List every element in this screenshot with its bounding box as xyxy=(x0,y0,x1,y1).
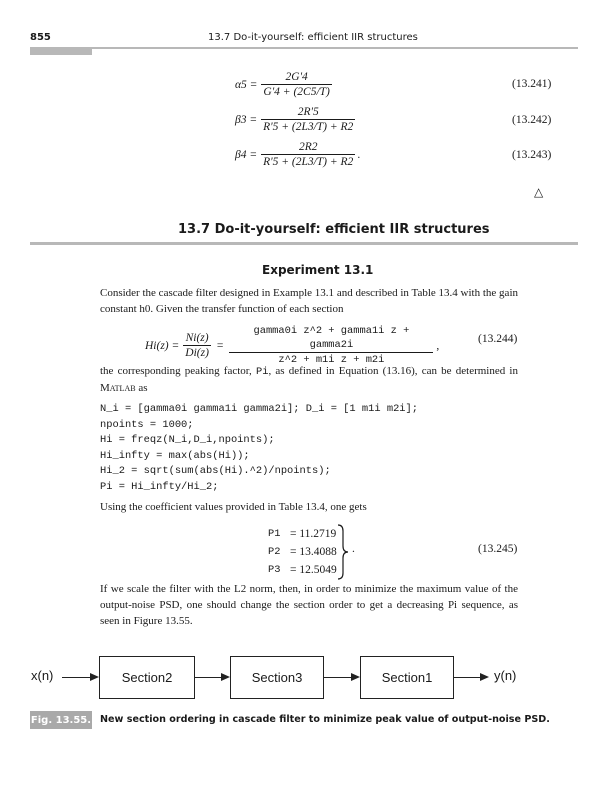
eq-fraction xyxy=(261,70,331,99)
peaking-paragraph xyxy=(100,363,518,396)
signal-line xyxy=(62,677,90,678)
arrow-head xyxy=(351,673,360,681)
running-head: 13.7 Do-it-yourself: efficient IIR structures xyxy=(208,32,418,43)
eq-trail: . xyxy=(357,148,361,161)
output-signal-label: y(n) xyxy=(494,668,517,683)
p-label: P3 xyxy=(268,564,281,576)
code-line: npoints = 1000; xyxy=(100,418,194,431)
p-value: = 11.2719 xyxy=(290,528,337,540)
block-section1: Section1 xyxy=(360,656,454,699)
signal-line xyxy=(195,677,221,678)
eq-lhs: α5 = xyxy=(235,78,258,91)
matlab-code-block xyxy=(100,402,418,495)
signal-line xyxy=(454,677,480,678)
p-label: P2 xyxy=(268,546,281,558)
equation-number: (13.243) xyxy=(512,149,552,161)
equation-number: (13.242) xyxy=(512,114,552,126)
header-tab xyxy=(30,49,92,55)
matlab-name: Matlab xyxy=(100,382,136,394)
eq-lhs: β4 = xyxy=(235,148,258,161)
section-rule xyxy=(30,242,578,245)
eq-lhs: Hi(z) = xyxy=(145,339,180,352)
figure-caption: New section ordering in cascade filter to minimize peak value of output-noise PSD. xyxy=(100,714,550,725)
p-value: = 12.5049 xyxy=(290,564,337,576)
page-number: 855 xyxy=(30,32,51,43)
eq-numerator: 2R2 xyxy=(298,141,318,153)
coefficients-paragraph: Using the coefficient values provided in Table 13.4, one gets xyxy=(100,501,367,513)
code-line: Hi_2 = sqrt(sum(abs(Hi).^2)/npoints); xyxy=(100,465,331,477)
peaking-text-c: as xyxy=(138,382,148,394)
eq-fraction-gamma xyxy=(229,324,433,367)
p-values-brace xyxy=(336,524,350,580)
arrow-head xyxy=(480,673,489,681)
block-section2: Section2 xyxy=(99,656,195,699)
eq-numerator: gamma0i z^2 + gamma1i z + gamma2i xyxy=(253,325,410,351)
code-line: Hi_infty = max(abs(Hi)); xyxy=(100,449,250,462)
code-line: N_i = [gamma0i gamma1i gamma2i]; D_i = [1 m1i m2i]; xyxy=(100,403,419,415)
peaking-text-a: the corresponding peaking factor, xyxy=(100,365,252,377)
equation-alpha5 xyxy=(235,70,332,99)
end-of-example-mark: △ xyxy=(534,185,544,199)
eq-fraction xyxy=(261,105,355,134)
eq-denominator: z^2 + m1i z + m2i xyxy=(229,352,433,367)
eq-denominator: R'5 + (2L3/T) + R2 xyxy=(263,121,354,133)
scaling-paragraph: If we scale the filter with the L2 norm, then, in order to minimize the maximum value of the output-noise PSD, one should change the section order to get a decreasing Pi sequence, as seen in Figure 13.55. xyxy=(100,583,518,627)
header-rule xyxy=(30,47,578,49)
equation-beta3 xyxy=(235,105,355,134)
signal-line xyxy=(324,677,351,678)
peaking-code-pi: Pi xyxy=(255,366,269,378)
eq-denominator: Di(z) xyxy=(185,347,209,359)
eq-fraction xyxy=(261,140,355,169)
p-value: = 13.4088 xyxy=(290,546,337,558)
input-signal-label: x(n) xyxy=(31,668,54,683)
experiment-title: Experiment 13.1 xyxy=(262,263,374,277)
equation-beta4 xyxy=(235,140,360,169)
peaking-text-b: , as defined in Equation (13.16), can be determined in xyxy=(268,365,518,377)
p-label: P1 xyxy=(268,528,281,540)
eq-denominator: R'5 + (2L3/T) + R2 xyxy=(263,156,354,168)
equation-number: (13.244) xyxy=(478,333,518,345)
eq-numerator: Ni(z) xyxy=(185,332,209,344)
equation-number: (13.245) xyxy=(478,543,518,555)
intro-paragraph: Consider the cascade filter designed in Example 13.1 and described in Table 13.4 with the gain constant h0. Given the transfer function of each section xyxy=(100,287,518,315)
arrow-head xyxy=(90,673,99,681)
code-line: Hi = freqz(N_i,D_i,npoints); xyxy=(100,434,275,446)
eq-numerator: 2G'4 xyxy=(285,71,308,83)
block-section3: Section3 xyxy=(230,656,324,699)
section-heading: 13.7 Do-it-yourself: efficient IIR structures xyxy=(178,222,490,237)
eq-trail: , xyxy=(436,339,440,352)
equation-number: (13.241) xyxy=(512,78,552,90)
eq-numerator: 2R'5 xyxy=(297,106,319,118)
eq-fraction-ni-di xyxy=(183,331,211,360)
eq-equals: = xyxy=(216,339,224,352)
figure-label: Fig. 13.55. xyxy=(30,711,92,729)
code-line: Pi = Hi_infty/Hi_2; xyxy=(100,480,219,493)
eq-denominator: G'4 + (2C5/T) xyxy=(263,86,330,98)
equation-transfer-function xyxy=(145,324,439,367)
arrow-head xyxy=(221,673,230,681)
eq-lhs: β3 = xyxy=(235,113,258,126)
p-values-trail: . xyxy=(352,543,355,555)
